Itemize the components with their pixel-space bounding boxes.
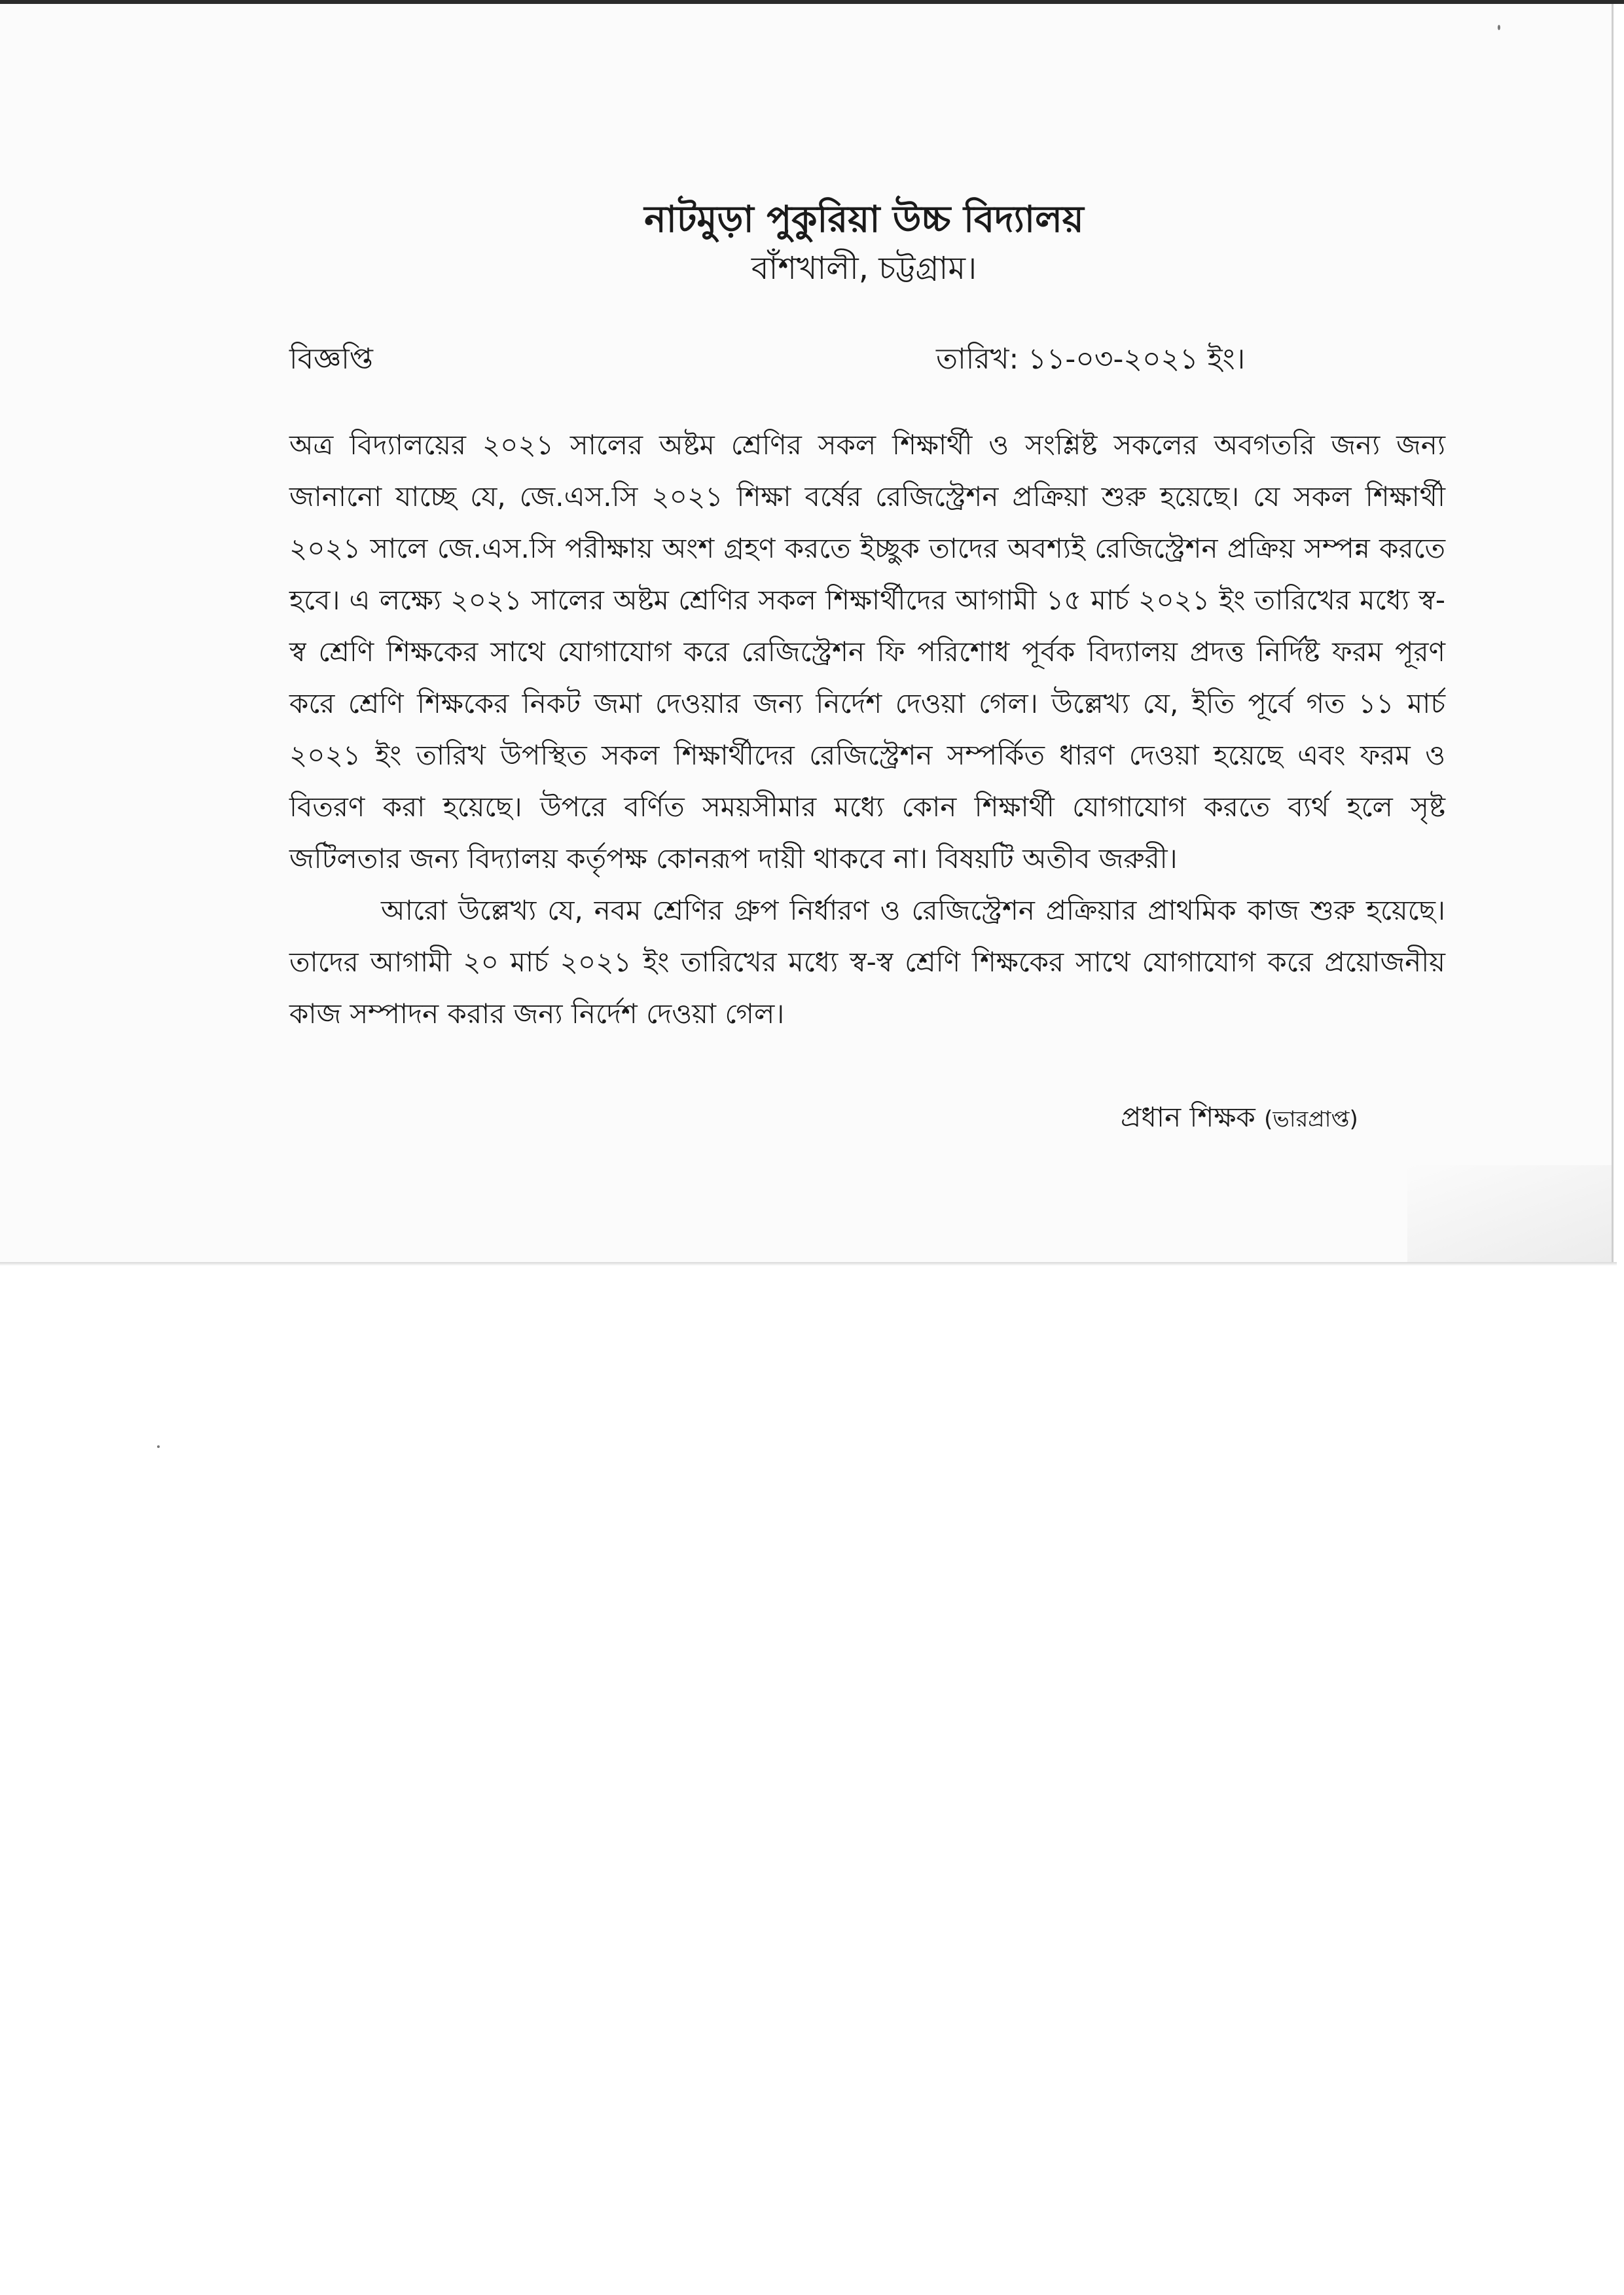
body-paragraph-2: আরো উল্লেখ্য যে, নবম শ্রেণির গ্রুপ নির্ধারণ ও রেজিস্ট্রেশন প্রক্রিয়ার প্রাথমিক কাজ শুরু হয়েছে। তাদের আগামী ২০ মার্চ ২০২১ ইং তারিখের মধ্যে স্ব-স্ব শ্রেণি শিক্ষকের সাথে যোগাযোগ করে প্রয়োজনীয় কাজ সম্পাদন করার জন্য নির্দেশ দেওয়া গেল।: [289, 894, 1445, 1030]
school-name: নাটমুড়া পুকুরিয়া উচ্চ বিদ্যালয়: [644, 198, 1084, 241]
scan-speck: [1498, 25, 1500, 30]
notice-date: তারিখ: ১১-০৩-২০২১ ইং।: [936, 342, 1246, 376]
notice-body: [289, 419, 1445, 1039]
letterhead: [0, 194, 1624, 291]
scan-speck: [157, 1445, 160, 1448]
signature-title: প্রধান শিক্ষক: [1121, 1101, 1255, 1133]
school-address: বাঁশখালী, চট্টগ্রাম।: [751, 250, 977, 287]
paper-fold: [1407, 1165, 1612, 1262]
signature-qualifier: (ভারপ্রাপ্ত): [1264, 1106, 1358, 1132]
body-paragraph-1: অত্র বিদ্যালয়ের ২০২১ সালের অষ্টম শ্রেণির সকল শিক্ষার্থী ও সংশ্লিষ্ট সকলের অবগতরি জন্য জন্য জানানো যাচ্ছে যে, জে.এস.সি ২০২১ শিক্ষা বর্ষের রেজিস্ট্রেশন প্রক্রিয়া শুরু হয়েছে। যে সকল শিক্ষার্থী ২০২১ সালে জে.এস.সি পরীক্ষায় অংশ গ্রহণ করতে ইচ্ছুক তাদের অবশ্যই রেজিস্ট্রেশন প্রক্রিয় সম্পন্ন করতে হবে। এ লক্ষ্যে ২০২১ সালের অষ্টম শ্রেণির সকল শিক্ষার্থীদের আগামী ১৫ মার্চ ২০২১ ইং তারিখের মধ্যে স্ব-স্ব শ্রেণি শিক্ষকের সাথে যোগাযোগ করে রেজিস্ট্রেশন ফি পরিশোধ পূর্বক বিদ্যালয় প্রদত্ত নির্দিষ্ট ফরম পূরণ করে শ্রেণি শিক্ষকের নিকট জমা দেওয়ার জন্য নির্দেশ দেওয়া গেল। উল্লেখ্য যে, ইতি পূর্বে গত ১১ মার্চ ২০২১ ইং তারিখ উপস্থিত সকল শিক্ষার্থীদের রেজিস্ট্রেশন সম্পর্কিত ধারণ দেওয়া হয়েছে এবং ফরম ও বিতরণ করা হয়েছে। উপরে বর্ণিত সময়সীমার মধ্যে কোন শিক্ষার্থী যোগাযোগ করতে ব্যর্থ হলে সৃষ্ট জটিলতার জন্য বিদ্যালয় কর্তৃপক্ষ কোনরূপ দায়ী থাকবে না। বিষয়টি অতীব জরুরী।: [289, 429, 1445, 875]
signature-block: [1121, 1094, 1358, 1142]
paper-shadow: [0, 1262, 1617, 1266]
notice-label: বিজ্ঞপ্তি: [289, 342, 373, 376]
